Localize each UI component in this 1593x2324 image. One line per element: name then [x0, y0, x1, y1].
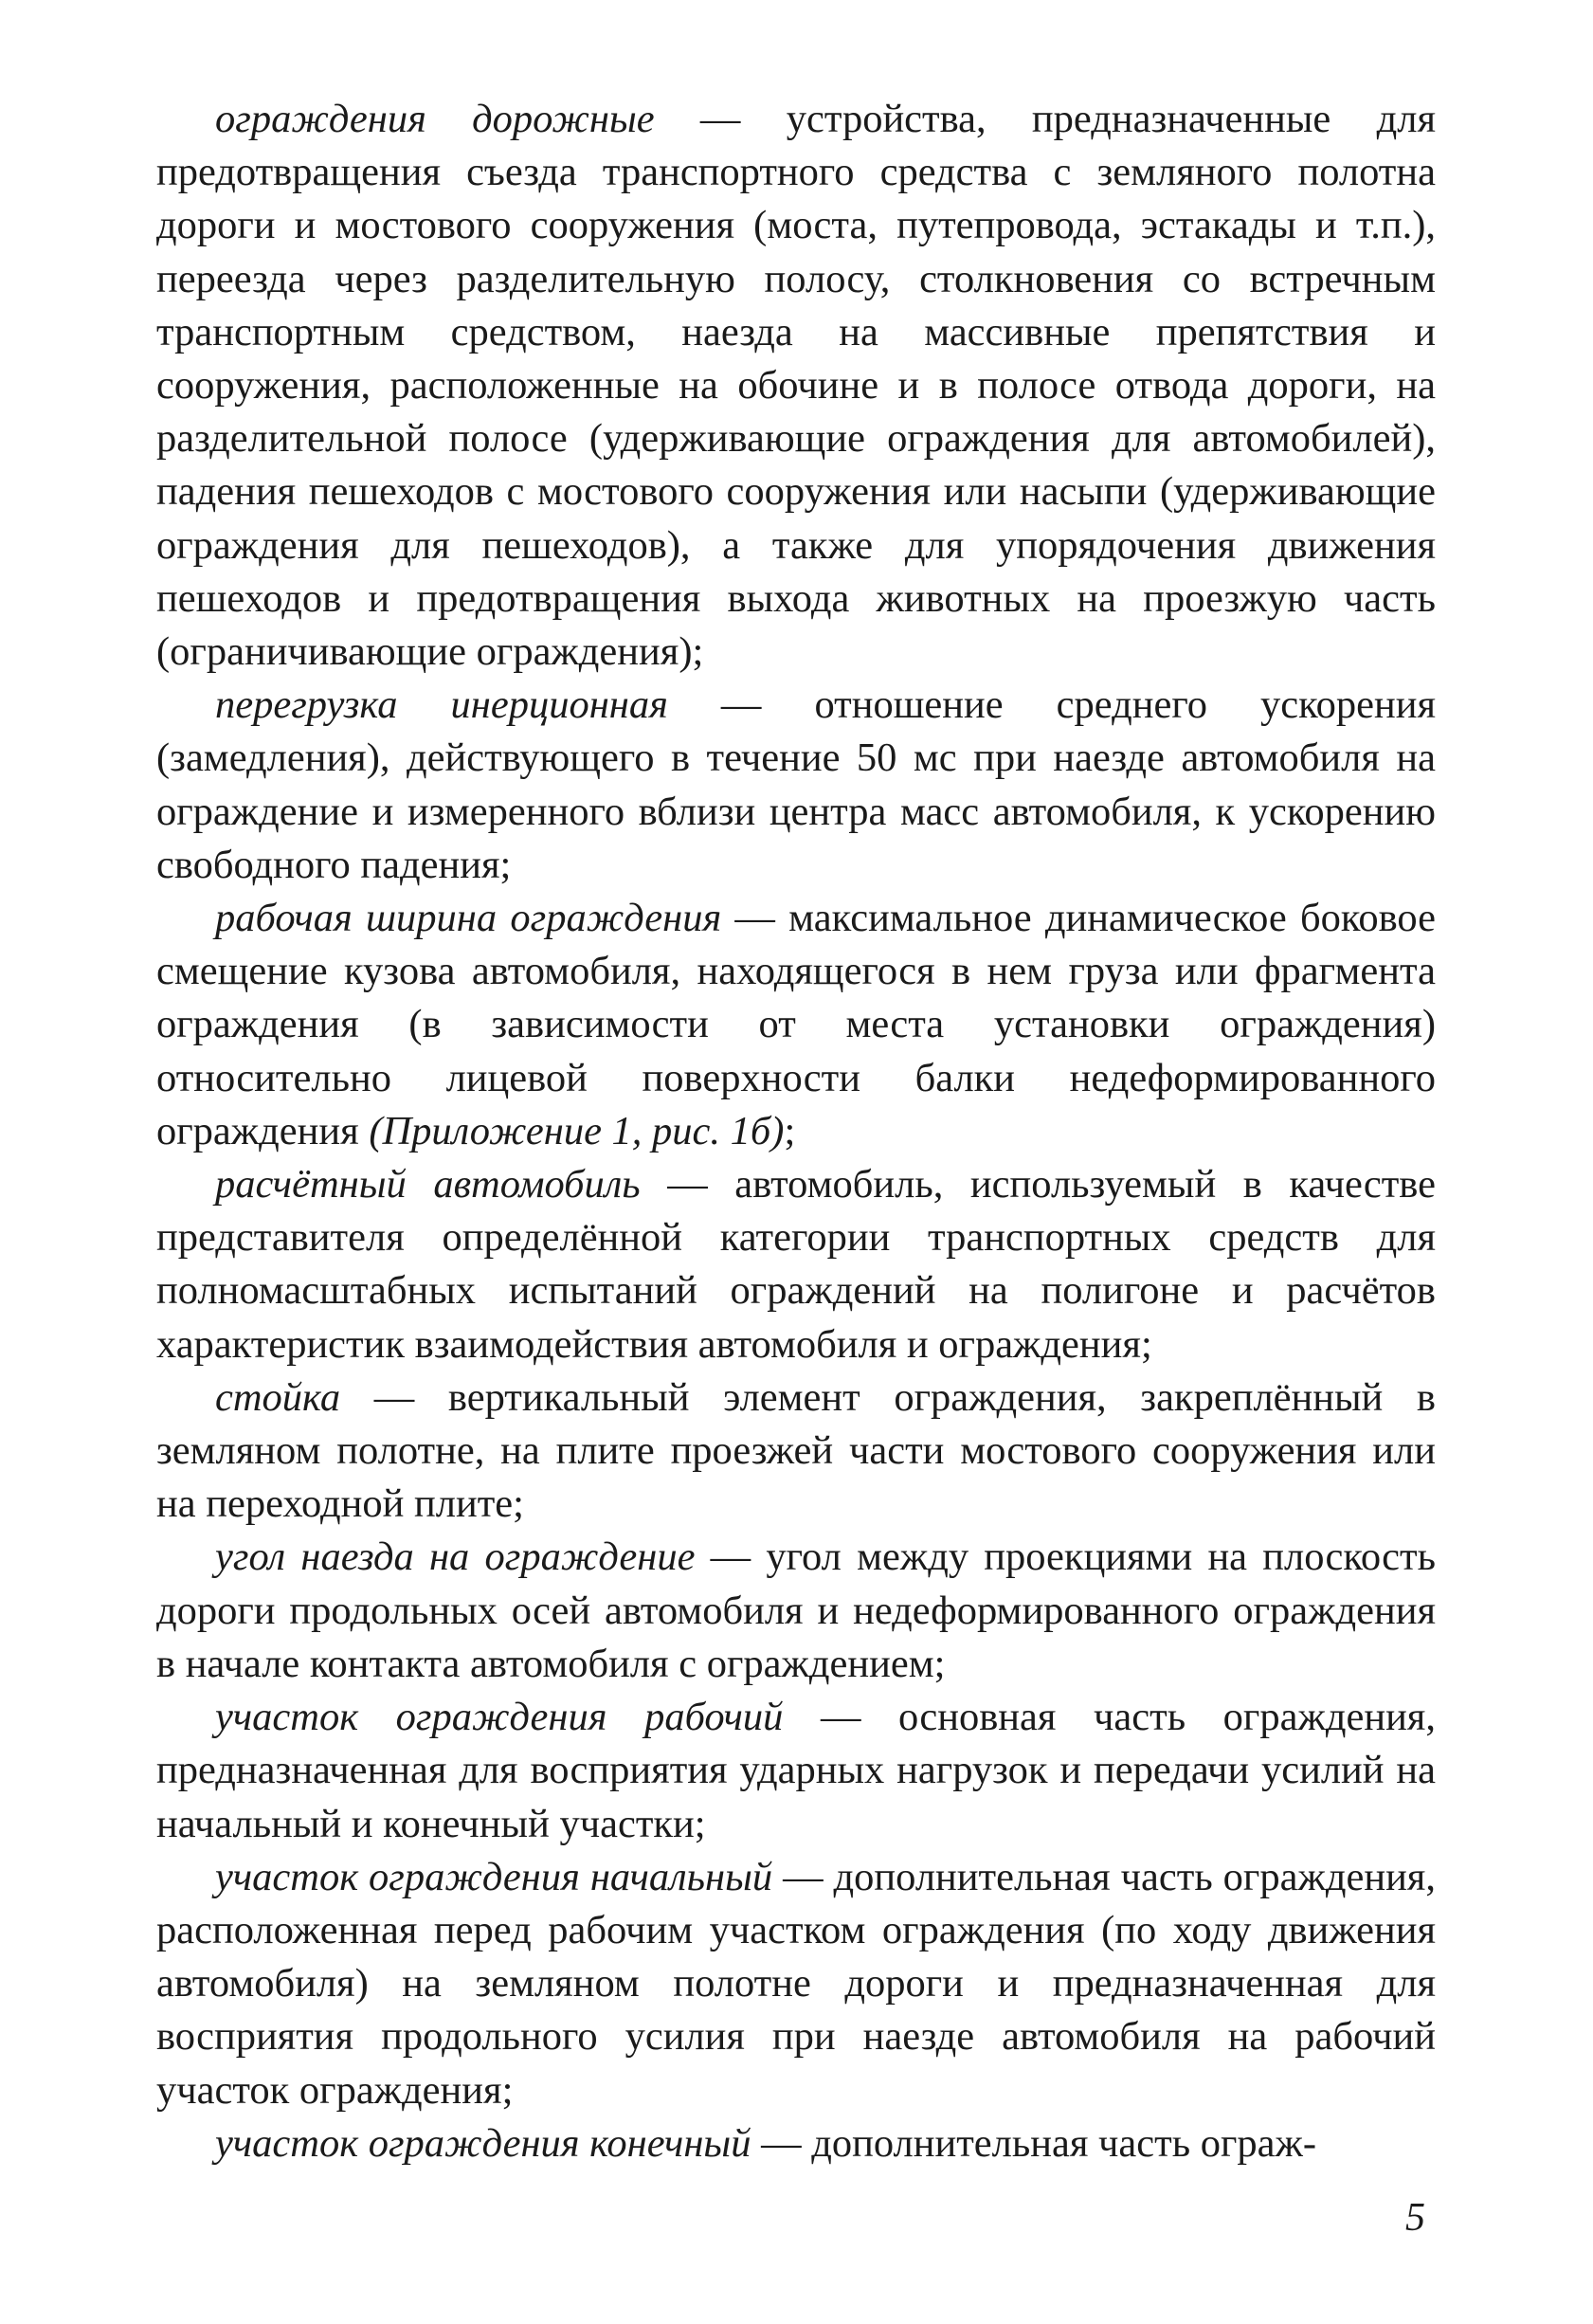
term: участок ограждения начальный — [215, 1854, 773, 1899]
page-body — [156, 93, 1436, 2170]
definition-entry-design-vehicle — [156, 1158, 1436, 1371]
definition-text: — основная часть ограждения, предназначенная для восприятия ударных нагрузок и передачи усилий на начальный и конечный участки; — [156, 1695, 1436, 1846]
term: перегрузка инерционная — [215, 682, 668, 728]
term: стойка — [215, 1374, 341, 1420]
definition-text: — устройства, предназначенные для предотвращения съезда транспортного средства с земляного полотна дороги и мостового сооружения (моста, путепровода, эстакады и т.п.), переезда через разделительную полосу, столкновения со встречным транспортным средством, наезда на массивные препятствия и сооружения, расположенные на обочине и в полосе отвода дороги, на разделительной полосе (удерживающие ограждения для автомобилей), падения пешеходов с мостового сооружения или насыпи (удерживающие ограждения для пешеходов), а также для упорядочения движения пешеходов и предотвращения выхода животных на проезжую часть (ограничивающие ограждения); — [156, 97, 1436, 675]
appendix-reference: (Приложение 1, рис. 1б) — [369, 1108, 785, 1153]
definition-entry-inertial-overload — [156, 679, 1436, 892]
definition-text: — дополнительная часть ограждения, расположенная перед рабочим участком ограждения (по ходу движения автомобиля) на земляном полотне дороги и предназначенная для восприятия продольного усилия при наезде автомобиля на рабочий участок ограждения; — [156, 1854, 1436, 2113]
term: угол наезда на ограждение — [215, 1534, 696, 1580]
definition-text: — угол между проекциями на плоскость дороги продольных осей автомобиля и недеформированного ограждения в начале контакта автомобиля с ограждением; — [156, 1534, 1436, 1686]
term: участок ограждения конечный — [215, 2120, 751, 2166]
definition-entry-end-section — [156, 2117, 1436, 2170]
definition-text: — автомобиль, используемый в качестве представителя определённой категории транспортных средств для полномасштабных испытаний ограждений на полигоне и расчётов характеристик взаимодействия автомобиля и ограждения; — [156, 1162, 1436, 1367]
definition-tail: ; — [784, 1108, 796, 1153]
definition-text: — максимальное динамическое боковое смещение кузова автомобиля, находящегося в нем груза или фрагмента ограждения (в зависимости от места установки ограждения) относительно лицевой поверхности балки недеформированного ограждения — [156, 896, 1436, 1153]
definition-text: — дополнительная часть ограж- — [751, 2120, 1317, 2166]
definition-text: — вертикальный элемент ограждения, закреплённый в земляном полотне, на плите проезжей части мостового сооружения или на переходной плите; — [156, 1374, 1436, 1527]
term: рабочая ширина ограждения — [215, 896, 722, 941]
term: участок ограждения рабочий — [215, 1695, 784, 1740]
term: расчётный автомобиль — [215, 1162, 641, 1207]
definition-entry-post — [156, 1371, 1436, 1532]
definition-entry-road-barriers — [156, 93, 1436, 679]
term: ограждения дорожные — [215, 97, 655, 141]
definition-text: — отношение среднего ускорения (замедления), действующего в течение 50 мс при наезде автомобиля на ограждение и измеренного вблизи центра масс автомобиля, к ускорению свободного падения; — [156, 682, 1436, 887]
page-number: 5 — [1405, 2196, 1425, 2240]
definition-entry-working-width — [156, 892, 1436, 1158]
definition-entry-initial-section — [156, 1851, 1436, 2117]
definition-entry-working-section — [156, 1691, 1436, 1851]
definition-entry-impact-angle — [156, 1531, 1436, 1691]
